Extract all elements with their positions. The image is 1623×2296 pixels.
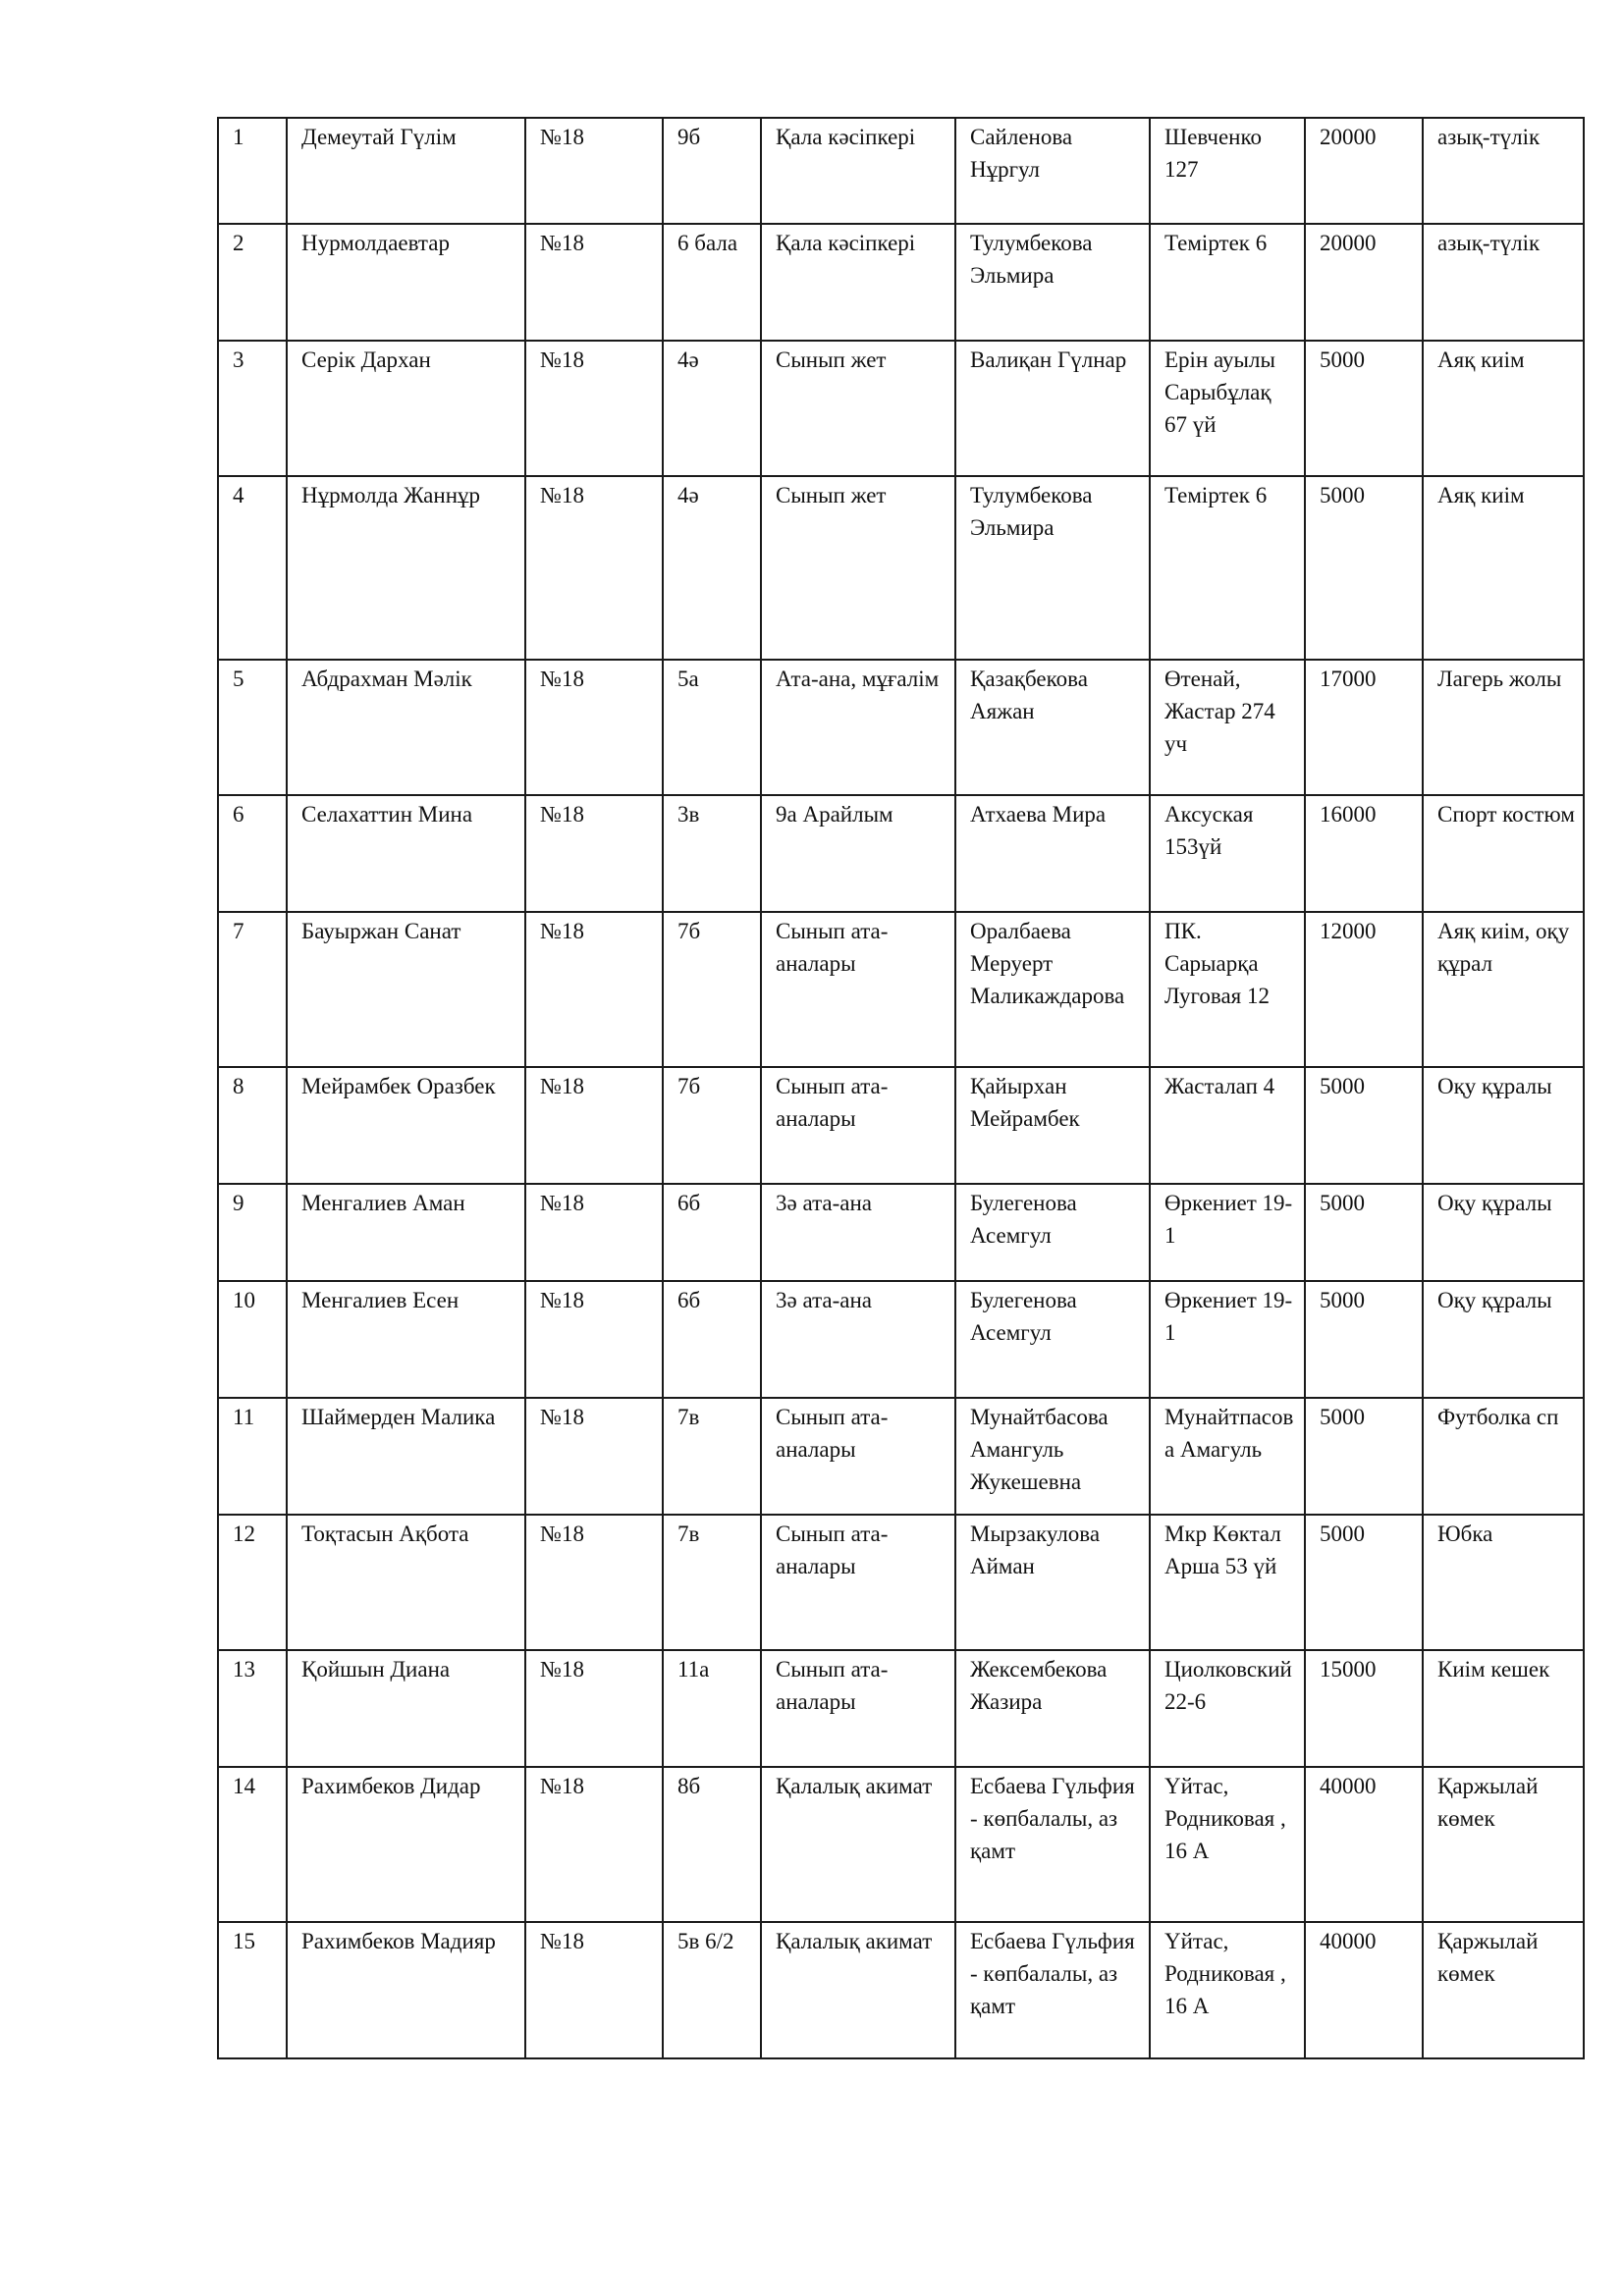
school-number-cell: №18 xyxy=(525,660,663,795)
home-address-cell: Шевченко 127 xyxy=(1150,118,1305,224)
aid-amount-cell: 5000 xyxy=(1305,476,1423,660)
row-number-cell: 1 xyxy=(218,118,287,224)
table-row xyxy=(218,660,1584,795)
school-number-cell: №18 xyxy=(525,1398,663,1515)
aid-source-cell: Сынып ата-аналары xyxy=(761,912,955,1067)
aid-amount-cell: 40000 xyxy=(1305,1767,1423,1922)
school-number-cell: №18 xyxy=(525,118,663,224)
aid-type-cell: Футболка сп xyxy=(1423,1398,1584,1515)
school-number-cell: №18 xyxy=(525,476,663,660)
table-row xyxy=(218,476,1584,660)
home-address-cell: Өркениет 19-1 xyxy=(1150,1184,1305,1281)
table-row xyxy=(218,912,1584,1067)
home-address-cell: Аксуская 153үй xyxy=(1150,795,1305,912)
row-number-cell: 7 xyxy=(218,912,287,1067)
contact-person-cell: Тулумбекова Эльмира xyxy=(955,224,1150,341)
aid-amount-cell: 40000 xyxy=(1305,1922,1423,2058)
aid-amount-cell: 5000 xyxy=(1305,1281,1423,1398)
aid-type-cell: Қаржылай көмек xyxy=(1423,1922,1584,2058)
contact-person-cell: Есбаева Гүльфия - көпбалалы, аз қамт xyxy=(955,1767,1150,1922)
home-address-cell: ПК. Сарыарқа Луговая 12 xyxy=(1150,912,1305,1067)
student-name-cell: Шаймерден Малика xyxy=(287,1398,525,1515)
contact-person-cell: Есбаева Гүльфия - көпбалалы, аз қамт xyxy=(955,1922,1150,2058)
school-number-cell: №18 xyxy=(525,1515,663,1650)
aid-type-cell: Лагерь жолы xyxy=(1423,660,1584,795)
contact-person-cell: Валиқан Гүлнар xyxy=(955,341,1150,476)
student-name-cell: Рахимбеков Мадияр xyxy=(287,1922,525,2058)
table-row xyxy=(218,1184,1584,1281)
home-address-cell: Ерін ауылы Сарыбұлақ 67 үй xyxy=(1150,341,1305,476)
contact-person-cell: Сайленова Нұргул xyxy=(955,118,1150,224)
contact-person-cell: Қазақбекова Аяжан xyxy=(955,660,1150,795)
aid-source-cell: Сынып жет xyxy=(761,476,955,660)
aid-type-cell: Аяқ киім xyxy=(1423,341,1584,476)
school-number-cell: №18 xyxy=(525,1650,663,1767)
student-name-cell: Демеутай Гүлім xyxy=(287,118,525,224)
aid-type-cell: Спорт костюм xyxy=(1423,795,1584,912)
assistance-table xyxy=(217,117,1585,2059)
contact-person-cell: Тулумбекова Эльмира xyxy=(955,476,1150,660)
contact-person-cell: Мырзакулова Айман xyxy=(955,1515,1150,1650)
student-name-cell: Мейрамбек Оразбек xyxy=(287,1067,525,1184)
row-number-cell: 12 xyxy=(218,1515,287,1650)
student-name-cell: Серік Дархан xyxy=(287,341,525,476)
home-address-cell: Теміртек 6 xyxy=(1150,224,1305,341)
contact-person-cell: Оралбаева Меруерт Маликаждарова xyxy=(955,912,1150,1067)
row-number-cell: 10 xyxy=(218,1281,287,1398)
row-number-cell: 11 xyxy=(218,1398,287,1515)
school-number-cell: №18 xyxy=(525,1281,663,1398)
student-name-cell: Абдрахман Мәлік xyxy=(287,660,525,795)
aid-amount-cell: 20000 xyxy=(1305,224,1423,341)
home-address-cell: Теміртек 6 xyxy=(1150,476,1305,660)
grade-class-cell: 11а xyxy=(663,1650,761,1767)
grade-class-cell: 9б xyxy=(663,118,761,224)
contact-person-cell: Жексембекова Жазира xyxy=(955,1650,1150,1767)
home-address-cell: Өркениет 19-1 xyxy=(1150,1281,1305,1398)
student-name-cell: Рахимбеков Дидар xyxy=(287,1767,525,1922)
grade-class-cell: 7в xyxy=(663,1398,761,1515)
table-row xyxy=(218,224,1584,341)
aid-type-cell: Оқу құралы xyxy=(1423,1067,1584,1184)
row-number-cell: 5 xyxy=(218,660,287,795)
student-name-cell: Тоқтасын Ақбота xyxy=(287,1515,525,1650)
aid-type-cell: Юбка xyxy=(1423,1515,1584,1650)
grade-class-cell: 8б xyxy=(663,1767,761,1922)
home-address-cell: Циолковский 22-6 xyxy=(1150,1650,1305,1767)
table-row xyxy=(218,1922,1584,2058)
school-number-cell: №18 xyxy=(525,795,663,912)
student-name-cell: Қойшын Диана xyxy=(287,1650,525,1767)
grade-class-cell: 6б xyxy=(663,1184,761,1281)
grade-class-cell: 7б xyxy=(663,912,761,1067)
aid-type-cell: Қаржылай көмек xyxy=(1423,1767,1584,1922)
student-name-cell: Нурмолдаевтар xyxy=(287,224,525,341)
aid-amount-cell: 5000 xyxy=(1305,341,1423,476)
row-number-cell: 9 xyxy=(218,1184,287,1281)
aid-amount-cell: 16000 xyxy=(1305,795,1423,912)
row-number-cell: 4 xyxy=(218,476,287,660)
grade-class-cell: 3в xyxy=(663,795,761,912)
table-row xyxy=(218,1650,1584,1767)
aid-amount-cell: 5000 xyxy=(1305,1398,1423,1515)
aid-source-cell: Сынып ата-аналары xyxy=(761,1515,955,1650)
table-row xyxy=(218,1515,1584,1650)
school-number-cell: №18 xyxy=(525,1184,663,1281)
table-body xyxy=(218,118,1584,2058)
contact-person-cell: Мунайтбасова Амангуль Жукешевна xyxy=(955,1398,1150,1515)
aid-type-cell: Оқу құралы xyxy=(1423,1281,1584,1398)
table-row xyxy=(218,1767,1584,1922)
grade-class-cell: 7в xyxy=(663,1515,761,1650)
grade-class-cell: 6 бала xyxy=(663,224,761,341)
aid-amount-cell: 20000 xyxy=(1305,118,1423,224)
row-number-cell: 13 xyxy=(218,1650,287,1767)
table-row xyxy=(218,1398,1584,1515)
home-address-cell: Мкр Көктал Арша 53 үй xyxy=(1150,1515,1305,1650)
aid-source-cell: 3ә ата-ана xyxy=(761,1184,955,1281)
aid-amount-cell: 5000 xyxy=(1305,1515,1423,1650)
school-number-cell: №18 xyxy=(525,1767,663,1922)
aid-amount-cell: 5000 xyxy=(1305,1067,1423,1184)
grade-class-cell: 6б xyxy=(663,1281,761,1398)
aid-type-cell: азық-түлік xyxy=(1423,118,1584,224)
student-name-cell: Бауыржан Санат xyxy=(287,912,525,1067)
row-number-cell: 15 xyxy=(218,1922,287,2058)
aid-source-cell: Қалалық акимат xyxy=(761,1767,955,1922)
aid-source-cell: 9а Арайлым xyxy=(761,795,955,912)
grade-class-cell: 4ә xyxy=(663,476,761,660)
home-address-cell: Мунайтпасова Амагуль xyxy=(1150,1398,1305,1515)
aid-amount-cell: 12000 xyxy=(1305,912,1423,1067)
aid-type-cell: Аяқ киім, оқу құрал xyxy=(1423,912,1584,1067)
school-number-cell: №18 xyxy=(525,341,663,476)
aid-source-cell: Сынып ата-аналары xyxy=(761,1067,955,1184)
aid-source-cell: Сынып жет xyxy=(761,341,955,476)
aid-source-cell: Қала кәсіпкері xyxy=(761,224,955,341)
contact-person-cell: Қайырхан Мейрамбек xyxy=(955,1067,1150,1184)
row-number-cell: 14 xyxy=(218,1767,287,1922)
contact-person-cell: Булегенова Асемгул xyxy=(955,1184,1150,1281)
aid-amount-cell: 17000 xyxy=(1305,660,1423,795)
aid-amount-cell: 5000 xyxy=(1305,1184,1423,1281)
aid-type-cell: Оқу құралы xyxy=(1423,1184,1584,1281)
row-number-cell: 2 xyxy=(218,224,287,341)
aid-type-cell: Киім кешек xyxy=(1423,1650,1584,1767)
aid-type-cell: Аяқ киім xyxy=(1423,476,1584,660)
aid-amount-cell: 15000 xyxy=(1305,1650,1423,1767)
student-name-cell: Селахаттин Мина xyxy=(287,795,525,912)
aid-source-cell: Сынып ата-аналары xyxy=(761,1650,955,1767)
contact-person-cell: Атхаева Мира xyxy=(955,795,1150,912)
school-number-cell: №18 xyxy=(525,1922,663,2058)
grade-class-cell: 4ә xyxy=(663,341,761,476)
school-number-cell: №18 xyxy=(525,912,663,1067)
contact-person-cell: Булегенова Асемгул xyxy=(955,1281,1150,1398)
table-row xyxy=(218,118,1584,224)
aid-type-cell: азық-түлік xyxy=(1423,224,1584,341)
student-name-cell: Менгалиев Аман xyxy=(287,1184,525,1281)
table-row xyxy=(218,341,1584,476)
grade-class-cell: 7б xyxy=(663,1067,761,1184)
school-number-cell: №18 xyxy=(525,224,663,341)
aid-source-cell: 3ә ата-ана xyxy=(761,1281,955,1398)
row-number-cell: 8 xyxy=(218,1067,287,1184)
home-address-cell: Жасталап 4 xyxy=(1150,1067,1305,1184)
home-address-cell: Үйтас, Родниковая , 16 А xyxy=(1150,1922,1305,2058)
school-number-cell: №18 xyxy=(525,1067,663,1184)
aid-source-cell: Сынып ата-аналары xyxy=(761,1398,955,1515)
row-number-cell: 6 xyxy=(218,795,287,912)
home-address-cell: Өтенай, Жастар 274 уч xyxy=(1150,660,1305,795)
row-number-cell: 3 xyxy=(218,341,287,476)
student-name-cell: Нұрмолда Жаннұр xyxy=(287,476,525,660)
home-address-cell: Үйтас, Родниковая , 16 А xyxy=(1150,1767,1305,1922)
student-name-cell: Менгалиев Есен xyxy=(287,1281,525,1398)
grade-class-cell: 5а xyxy=(663,660,761,795)
table-row xyxy=(218,1067,1584,1184)
aid-source-cell: Ата-ана, мұғалім xyxy=(761,660,955,795)
aid-source-cell: Қала кәсіпкері xyxy=(761,118,955,224)
aid-source-cell: Қалалық акимат xyxy=(761,1922,955,2058)
table-row xyxy=(218,1281,1584,1398)
grade-class-cell: 5в 6/2 xyxy=(663,1922,761,2058)
table-row xyxy=(218,795,1584,912)
